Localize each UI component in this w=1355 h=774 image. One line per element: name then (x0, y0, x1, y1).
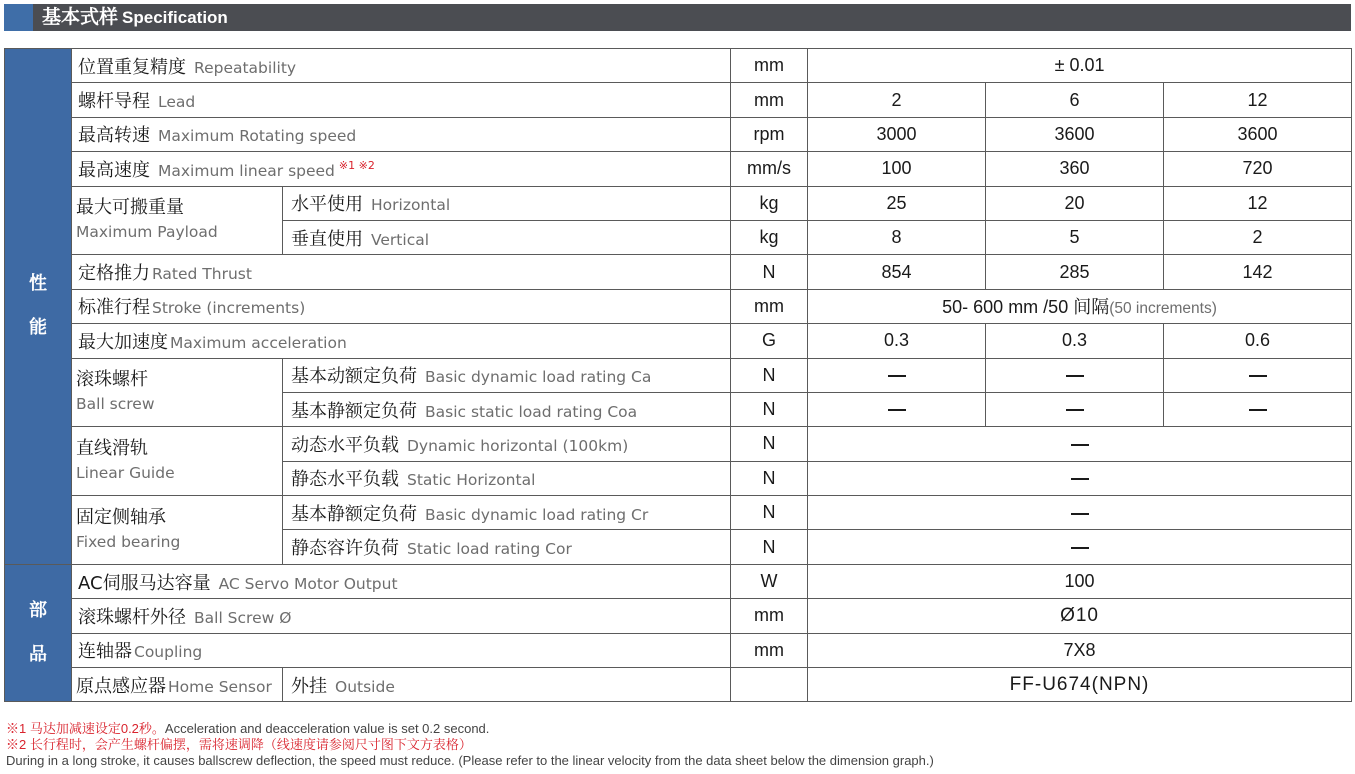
value-cell: 142 (1164, 255, 1352, 289)
unit-cell: G (731, 324, 808, 358)
table-row (5, 564, 1352, 598)
value-cell: 100 (808, 564, 1352, 598)
label-max-payload: 最大可搬重量 Maximum Payload (72, 186, 283, 255)
footnote-2-en: During in a long stroke, it causes ballscrew deflection, the speed must reduce. (Please refer to the linear velocity from the data sheet below the dimension graph.) (6, 753, 934, 768)
value-cell: 5 (986, 220, 1164, 254)
label-bearing-dynamic: 基本静额定负荷 Basic dynamic load rating Cr (283, 496, 731, 530)
value-cell (986, 358, 1164, 392)
unit-cell: kg (731, 220, 808, 254)
value-cell: 360 (986, 152, 1164, 186)
value-cell: 6 (986, 83, 1164, 117)
table-row (5, 668, 1352, 702)
label-lead: 螺杆导程 Lead (72, 83, 731, 117)
unit-cell: W (731, 564, 808, 598)
value-cell: 2 (1164, 220, 1352, 254)
footnote-2: ※2 长行程时，会产生螺杆偏摆，需将速调降（线速度请参阅尺寸图下文方表格） (6, 737, 472, 752)
label-motor-output: AC伺服马达容量 AC Servo Motor Output (72, 564, 731, 598)
value-cell: 0.3 (808, 324, 986, 358)
label-coupling: 连轴器 Coupling (72, 633, 731, 667)
header-accent-block (4, 4, 33, 31)
group-parts: 部品 (5, 564, 72, 702)
dash-icon (1071, 444, 1089, 446)
table-row (5, 324, 1352, 358)
value-cell (808, 461, 1352, 495)
dash-icon (1071, 547, 1089, 549)
value-cell: 8 (808, 220, 986, 254)
value-cell: 20 (986, 186, 1164, 220)
label-dynamic-horizontal: 动态水平负载 Dynamic horizontal (100km) (283, 427, 731, 461)
unit-cell: mm (731, 49, 808, 83)
footnotes (6, 721, 934, 769)
dash-icon (1066, 375, 1084, 377)
dash-icon (888, 375, 906, 377)
unit-cell: mm/s (731, 152, 808, 186)
label-vertical: 垂直使用 Vertical (283, 220, 731, 254)
table-row (5, 289, 1352, 323)
label-ball-screw: 滚珠螺杆 Ball screw (72, 358, 283, 427)
section-title: 基本式样 Specification (42, 6, 228, 28)
spec-table (4, 48, 1352, 702)
value-cell (808, 358, 986, 392)
dash-icon (1249, 375, 1267, 377)
value-cell (986, 392, 1164, 426)
unit-cell: N (731, 255, 808, 289)
unit-cell: mm (731, 633, 808, 667)
section-header (4, 4, 1351, 31)
value-cell: ± 0.01 (808, 49, 1352, 83)
label-home-sensor: 原点感应器 Home Sensor (72, 668, 283, 702)
label-basic-dynamic-load: 基本动额定负荷 Basic dynamic load rating Ca (283, 358, 731, 392)
group-performance: 性能 (5, 49, 72, 565)
value-cell (808, 530, 1352, 564)
table-row (5, 496, 1352, 530)
dash-icon (1249, 409, 1267, 411)
unit-cell: N (731, 496, 808, 530)
unit-cell: N (731, 530, 808, 564)
label-max-linear-speed: 最高速度 Maximum linear speed $^{※1 ※2}$ (72, 152, 731, 186)
value-cell: 50- 600 mm /50 间隔(50 increments) (808, 289, 1352, 323)
value-cell: Ø10 (808, 599, 1352, 633)
value-cell (808, 392, 986, 426)
unit-cell: mm (731, 83, 808, 117)
value-cell: FF-U674(NPN) (808, 668, 1352, 702)
label-screw-diameter: 滚珠螺杆外径 Ball Screw Ø (72, 599, 731, 633)
value-cell: 854 (808, 255, 986, 289)
table-row (5, 255, 1352, 289)
dash-icon (888, 409, 906, 411)
table-row (5, 599, 1352, 633)
value-cell: 3600 (1164, 117, 1352, 151)
value-cell (808, 427, 1352, 461)
value-cell (1164, 392, 1352, 426)
unit-cell: kg (731, 186, 808, 220)
table-row (5, 427, 1352, 461)
unit-cell: mm (731, 289, 808, 323)
dash-icon (1071, 513, 1089, 515)
value-cell: 25 (808, 186, 986, 220)
value-cell: 3000 (808, 117, 986, 151)
label-max-rotating-speed: 最高转速 Maximum Rotating speed (72, 117, 731, 151)
unit-cell: N (731, 358, 808, 392)
dash-icon (1066, 409, 1084, 411)
value-cell (1164, 358, 1352, 392)
footnote-marker: ※1 ※2 (338, 158, 375, 172)
value-cell: 0.6 (1164, 324, 1352, 358)
label-static-horizontal: 静态水平负载 Static Horizontal (283, 461, 731, 495)
unit-cell (731, 668, 808, 702)
unit-cell: mm (731, 599, 808, 633)
value-cell: 285 (986, 255, 1164, 289)
table-row (5, 49, 1352, 83)
unit-cell: rpm (731, 117, 808, 151)
value-cell: 2 (808, 83, 986, 117)
unit-cell: N (731, 461, 808, 495)
label-outside: 外挂 Outside (283, 668, 731, 702)
value-cell (808, 496, 1352, 530)
label-horizontal: 水平使用 Horizontal (283, 186, 731, 220)
value-cell: 100 (808, 152, 986, 186)
value-cell: 0.3 (986, 324, 1164, 358)
value-cell: 720 (1164, 152, 1352, 186)
value-cell: 12 (1164, 83, 1352, 117)
label-stroke: 标准行程 Stroke (increments) (72, 289, 731, 323)
table-row (5, 83, 1352, 117)
value-cell: 12 (1164, 186, 1352, 220)
label-repeatability: 位置重复精度 Repeatability (72, 49, 731, 83)
label-bearing-static: 静态容许负荷 Static load rating Cor (283, 530, 731, 564)
table-row (5, 633, 1352, 667)
footnote-1: ※1 马达加减速设定0.2秒。Acceleration and deacceleration value is set 0.2 second. (6, 721, 490, 736)
table-row (5, 186, 1352, 220)
label-rated-thrust: 定格推力 Rated Thrust (72, 255, 731, 289)
unit-cell: N (731, 392, 808, 426)
value-cell: 3600 (986, 117, 1164, 151)
table-row (5, 117, 1352, 151)
table-row (5, 358, 1352, 392)
label-fixed-bearing: 固定侧轴承 Fixed bearing (72, 496, 283, 565)
label-linear-guide: 直线滑轨 Linear Guide (72, 427, 283, 496)
dash-icon (1071, 478, 1089, 480)
unit-cell: N (731, 427, 808, 461)
label-max-acceleration: 最大加速度 Maximum acceleration (72, 324, 731, 358)
value-cell: 7X8 (808, 633, 1352, 667)
table-row (5, 152, 1352, 186)
label-basic-static-load: 基本静额定负荷 Basic static load rating Coa (283, 392, 731, 426)
